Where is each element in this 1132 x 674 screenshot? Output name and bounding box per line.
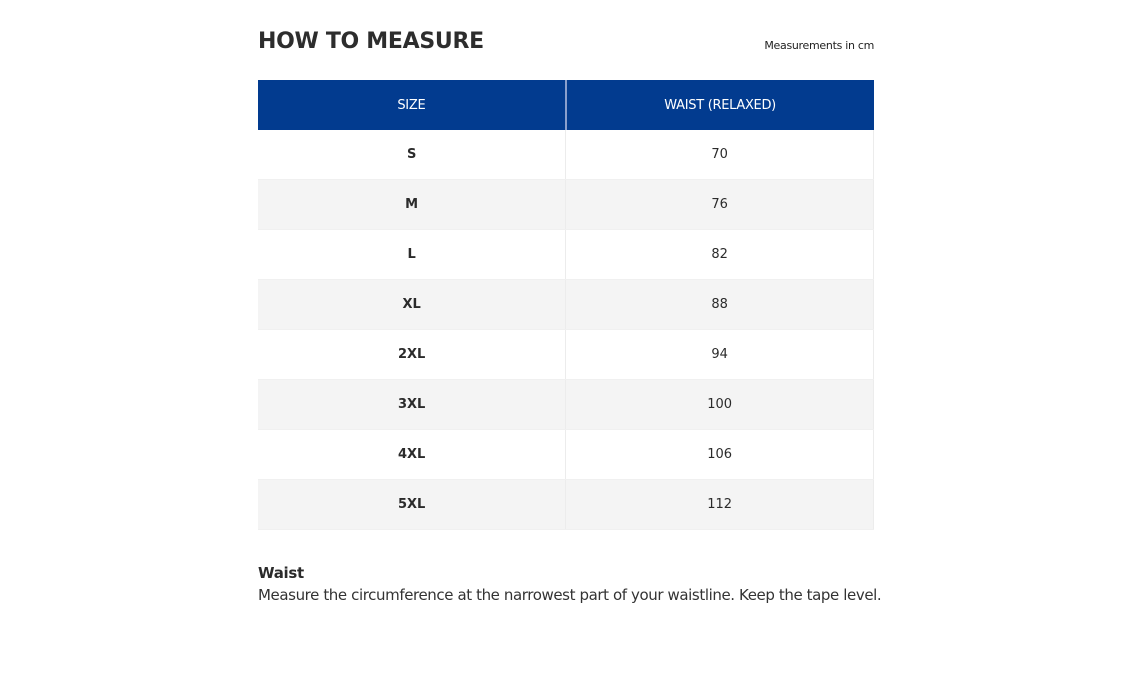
waist-cell: 100	[566, 380, 874, 430]
size-guide	[258, 0, 882, 604]
size-cell: 3XL	[258, 380, 566, 430]
size-cell: S	[258, 130, 566, 180]
table-row	[258, 130, 874, 180]
measure-instructions	[258, 564, 898, 604]
waist-cell: 112	[566, 480, 874, 530]
column-header-waist: WAIST (RELAXED)	[566, 80, 874, 130]
units-note: Measurements in cm	[764, 39, 874, 52]
table-row	[258, 230, 874, 280]
table-row	[258, 330, 874, 380]
table-row	[258, 380, 874, 430]
size-table	[258, 80, 874, 530]
size-cell: 5XL	[258, 480, 566, 530]
waist-cell: 94	[566, 330, 874, 380]
page-title: HOW TO MEASURE	[258, 29, 484, 54]
waist-cell: 106	[566, 430, 874, 480]
table-header-row	[258, 80, 874, 130]
size-cell: L	[258, 230, 566, 280]
size-cell: M	[258, 180, 566, 230]
instruction-title: Waist	[258, 564, 304, 582]
table-row	[258, 480, 874, 530]
size-cell: 2XL	[258, 330, 566, 380]
waist-cell: 70	[566, 130, 874, 180]
waist-cell: 88	[566, 280, 874, 330]
table-row	[258, 280, 874, 330]
waist-cell: 76	[566, 180, 874, 230]
table-row	[258, 430, 874, 480]
size-cell: 4XL	[258, 430, 566, 480]
waist-cell: 82	[566, 230, 874, 280]
size-cell: XL	[258, 280, 566, 330]
column-header-size: SIZE	[258, 80, 566, 130]
table-row	[258, 180, 874, 230]
instruction-text: Measure the circumference at the narrowest part of your waistline. Keep the tape level.	[258, 586, 882, 604]
size-guide-header	[258, 0, 874, 80]
